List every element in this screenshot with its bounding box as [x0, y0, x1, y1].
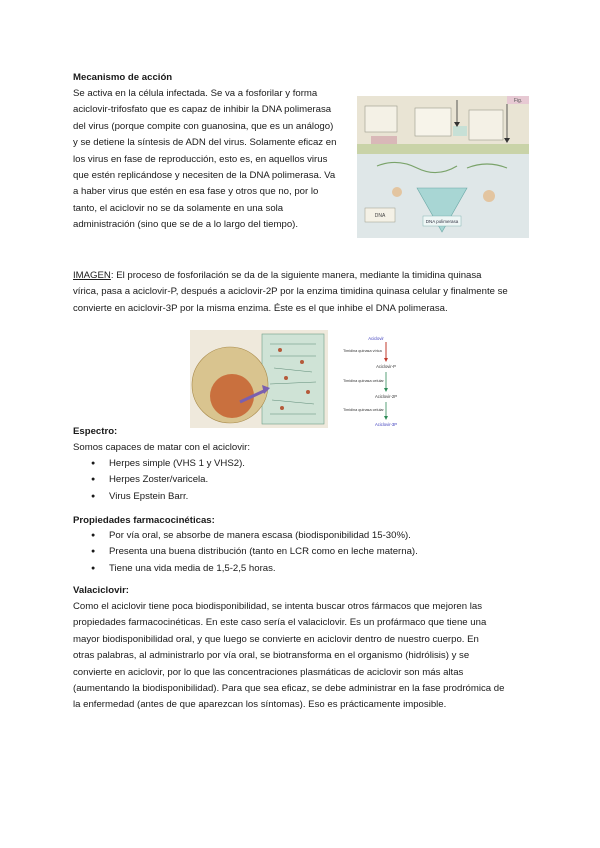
cell-illustration-figure — [190, 330, 328, 428]
imagen-line-text: : El proceso de fosforilación se da de la siguiente manera, mediante la timidina quinasa — [110, 270, 482, 281]
polymerase-label: DNA polimerasa — [425, 219, 459, 224]
imagen-paragraph — [73, 268, 527, 317]
imagen-line: convierte en aciclovir-3P por la misma enzima. Éste es el que inhibe el DNA polimerasa. — [73, 302, 448, 314]
flow-step-aciclovir: Aciclovir — [368, 336, 384, 341]
mechanism-line: Se activa en la célula infectada. Se va a fosforilar y forma — [73, 88, 318, 99]
molecule — [392, 187, 402, 197]
flow-arrow-head — [384, 388, 388, 392]
diagram-box — [469, 110, 503, 140]
spectrum-list — [89, 456, 245, 505]
valaciclovir-line: (aumentando la biodisponibilidad). Para que sea eficaz, se debe administrar en la fase prodrómica de — [73, 683, 505, 695]
mechanism-line: los virus en fase de reproducción, esto es, en aquellos virus — [73, 153, 328, 165]
valaciclovir-line: otras palabras, al administrarlo por vía oral, se biotransforma en el organismo (hidrólisis) y se — [73, 650, 470, 662]
imagen-label: IMAGEN — [73, 270, 111, 281]
mechanism-paragraph — [73, 86, 350, 234]
cell-nucleus — [210, 374, 254, 418]
mechanism-line: a haber virus que estén en esa fase y otros que no, por lo — [73, 186, 319, 198]
diagram-label-box — [371, 136, 397, 144]
valaciclovir-line: convierte en aciclovir, por lo que las concentraciones plasmáticas de aciclovir son más altas — [73, 666, 464, 678]
flow-enzyme-label: Timidina quinasa celular — [343, 408, 384, 412]
flow-enzyme-label: Timidina quinasa vírica — [343, 349, 382, 353]
diagram-label-box — [453, 126, 467, 136]
zoom-panel — [262, 334, 324, 424]
flow-arrow-head — [384, 358, 388, 362]
valaciclovir-paragraph — [73, 599, 527, 714]
list-item: ● Herpes simple (VHS 1 y VHS2). — [89, 456, 245, 472]
list-item: ● Herpes Zoster/varicela. — [89, 472, 245, 488]
valaciclovir-line: propiedades farmacocinéticas. En este caso sería el valaciclovir. Es un profármaco que tiene una — [73, 617, 487, 629]
membrane-band — [357, 144, 529, 154]
flow-enzyme-label: Timidina quinasa celular — [343, 379, 384, 383]
mechanism-heading: Mecanismo de acción — [73, 72, 173, 83]
mechanism-line: del virus (porque compite con guanosina, que es un análogo) — [73, 120, 334, 132]
valaciclovir-line: la enfermedad (antes de que aparezcan los síntomas). Eso es prácticamente imposible. — [73, 699, 447, 711]
dna-label: DNA — [374, 213, 386, 219]
mechanism-diagram-figure — [357, 96, 529, 238]
list-item: ● Presenta una buena distribución (tanto en LCR como en leche materna). — [89, 544, 418, 560]
phosphorylation-flow-figure — [340, 332, 412, 428]
pharmacokinetics-list — [89, 528, 418, 577]
diagram-box — [365, 106, 397, 132]
pharmacokinetics-heading: Propiedades farmacocinéticas: — [73, 515, 215, 526]
imagen-line: vírica, pasa a aciclovir-P, después a aciclovir-2P por la enzima timidina quinasa celular y finalmente se — [73, 286, 508, 298]
molecule — [483, 190, 495, 202]
spectrum-heading: Espectro: — [73, 426, 118, 437]
flow-step-aciclovir-3p: Aciclovir-3P — [374, 422, 398, 427]
flow-arrow-head — [384, 416, 388, 420]
imagen-line — [73, 268, 527, 284]
mechanism-line: que estén replicándose y necesiten de la DNA polimerasa. Va — [73, 170, 336, 182]
flow-step-aciclovir-2p: Aciclovir-2P — [374, 394, 398, 399]
mechanism-line: administración (sino que se de a lo largo del tiempo). — [73, 219, 299, 231]
list-item: ● Tiene una vida media de 1,5-2,5 horas. — [89, 561, 418, 577]
mechanism-line: aciclovir-trifosfato que es capaz de inhibir la DNA polimerasa — [73, 104, 332, 116]
mechanism-line: tanto, el aciclovir no se da solamente en una sola — [73, 202, 284, 214]
list-item: ● Virus Epstein Barr. — [89, 489, 245, 505]
figure-badge-text: Fig. — [513, 98, 523, 104]
valaciclovir-line: mayor biodisponibilidad oral, y que luego se convierte en aciclovir dentro de nuestro cuerpo. En — [73, 633, 479, 645]
diagram-box — [415, 108, 451, 136]
flow-step-aciclovir-p: Aciclovir-P — [376, 364, 396, 369]
mechanism-line: y se detiene la síntesis de ADN del virus. Solamente eficaz en — [73, 137, 337, 149]
spectrum-intro: Somos capaces de matar con el aciclovir: — [73, 442, 251, 453]
list-item: ● Por vía oral, se absorbe de manera escasa (biodisponibilidad 15-30%). — [89, 528, 418, 544]
valaciclovir-line: Como el aciclovir tiene poca biodisponibilidad, se intenta buscar otros fármacos que mejoren las — [73, 601, 483, 612]
valaciclovir-heading: Valaciclovir: — [73, 585, 129, 596]
